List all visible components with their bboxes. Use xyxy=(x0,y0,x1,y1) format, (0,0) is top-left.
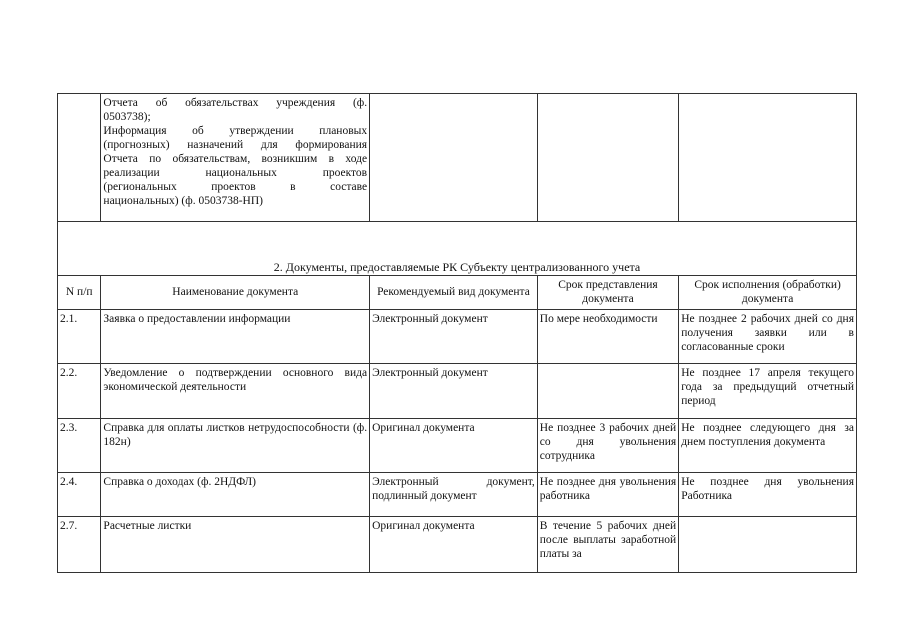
cell-num: 2.4. xyxy=(58,473,101,517)
cell-term xyxy=(537,364,678,419)
table-row xyxy=(58,517,857,573)
cell-term: В течение 5 рабочих дней после выплаты заработной платы за xyxy=(537,517,678,573)
cell-exec: Не позднее дня увольнения Работника xyxy=(679,473,857,517)
cell-kind: Оригинал документа xyxy=(370,517,538,573)
cell-num: 2.2. xyxy=(58,364,101,419)
name-line: Отчета по обязательствам, возникшим в ходе xyxy=(103,153,368,165)
name-line: реализации национальных проектов xyxy=(103,167,368,179)
cell-exec xyxy=(679,94,857,222)
cell-name xyxy=(101,94,370,222)
header-name: Наименование документа xyxy=(101,276,370,310)
cell-term: Не позднее дня увольнения работника xyxy=(537,473,678,517)
cell-num: 2.1. xyxy=(58,310,101,364)
section-title: 2. Документы, предоставляемые РК Субъекту централизованного учета xyxy=(58,222,857,276)
documents-table xyxy=(57,93,857,573)
cell-term: По мере необходимости xyxy=(537,310,678,364)
header-num: N п/п xyxy=(58,276,101,310)
cell-name: Справка для оплаты листков нетрудоспособности (ф. 182н) xyxy=(101,419,370,473)
cell-kind: Электронный документ, подлинный документ xyxy=(370,473,538,517)
cell-term: Не позднее 3 рабочих дней со дня увольнения сотрудника xyxy=(537,419,678,473)
cell-exec: Не позднее 2 рабочих дней со дня получения заявки или в согласованные сроки xyxy=(679,310,857,364)
name-line: Информация об утверждении плановых xyxy=(103,125,368,137)
cell-name: Уведомление о подтверждении основного вида экономической деятельности xyxy=(101,364,370,419)
cell-kind: Оригинал документа xyxy=(370,419,538,473)
cell-num: 2.7. xyxy=(58,517,101,573)
header-term: Срок представления документа xyxy=(537,276,678,310)
name-line: (прогнозных) назначений для формирования xyxy=(103,139,368,151)
cell-kind: Электронный документ xyxy=(370,310,538,364)
cell-name: Заявка о предоставлении информации xyxy=(101,310,370,364)
table-row xyxy=(58,473,857,517)
cell-kind xyxy=(370,94,538,222)
table-row-continuation xyxy=(58,94,857,222)
cell-exec: Не позднее следующего дня за днем поступления документа xyxy=(679,419,857,473)
table-header-row xyxy=(58,276,857,310)
cell-term xyxy=(537,94,678,222)
header-kind: Рекомендуемый вид документа xyxy=(370,276,538,310)
cell-exec xyxy=(679,517,857,573)
header-exec: Срок исполнения (обработки) документа xyxy=(679,276,857,310)
name-line: Отчета об обязательствах учреждения (ф. xyxy=(103,97,368,109)
section-row xyxy=(58,222,857,276)
cell-name: Справка о доходах (ф. 2НДФЛ) xyxy=(101,473,370,517)
cell-num: 2.3. xyxy=(58,419,101,473)
table-row xyxy=(58,364,857,419)
cell-num xyxy=(58,94,101,222)
name-line: 0503738); xyxy=(103,111,151,123)
table-row xyxy=(58,419,857,473)
name-line: (региональных проектов в составе xyxy=(103,181,368,193)
cell-exec: Не позднее 17 апреля текущего года за предыдущий отчетный период xyxy=(679,364,857,419)
cell-kind: Электронный документ xyxy=(370,364,538,419)
table-row xyxy=(58,310,857,364)
name-line: национальных) (ф. 0503738-НП) xyxy=(103,195,263,207)
cell-name: Расчетные листки xyxy=(101,517,370,573)
